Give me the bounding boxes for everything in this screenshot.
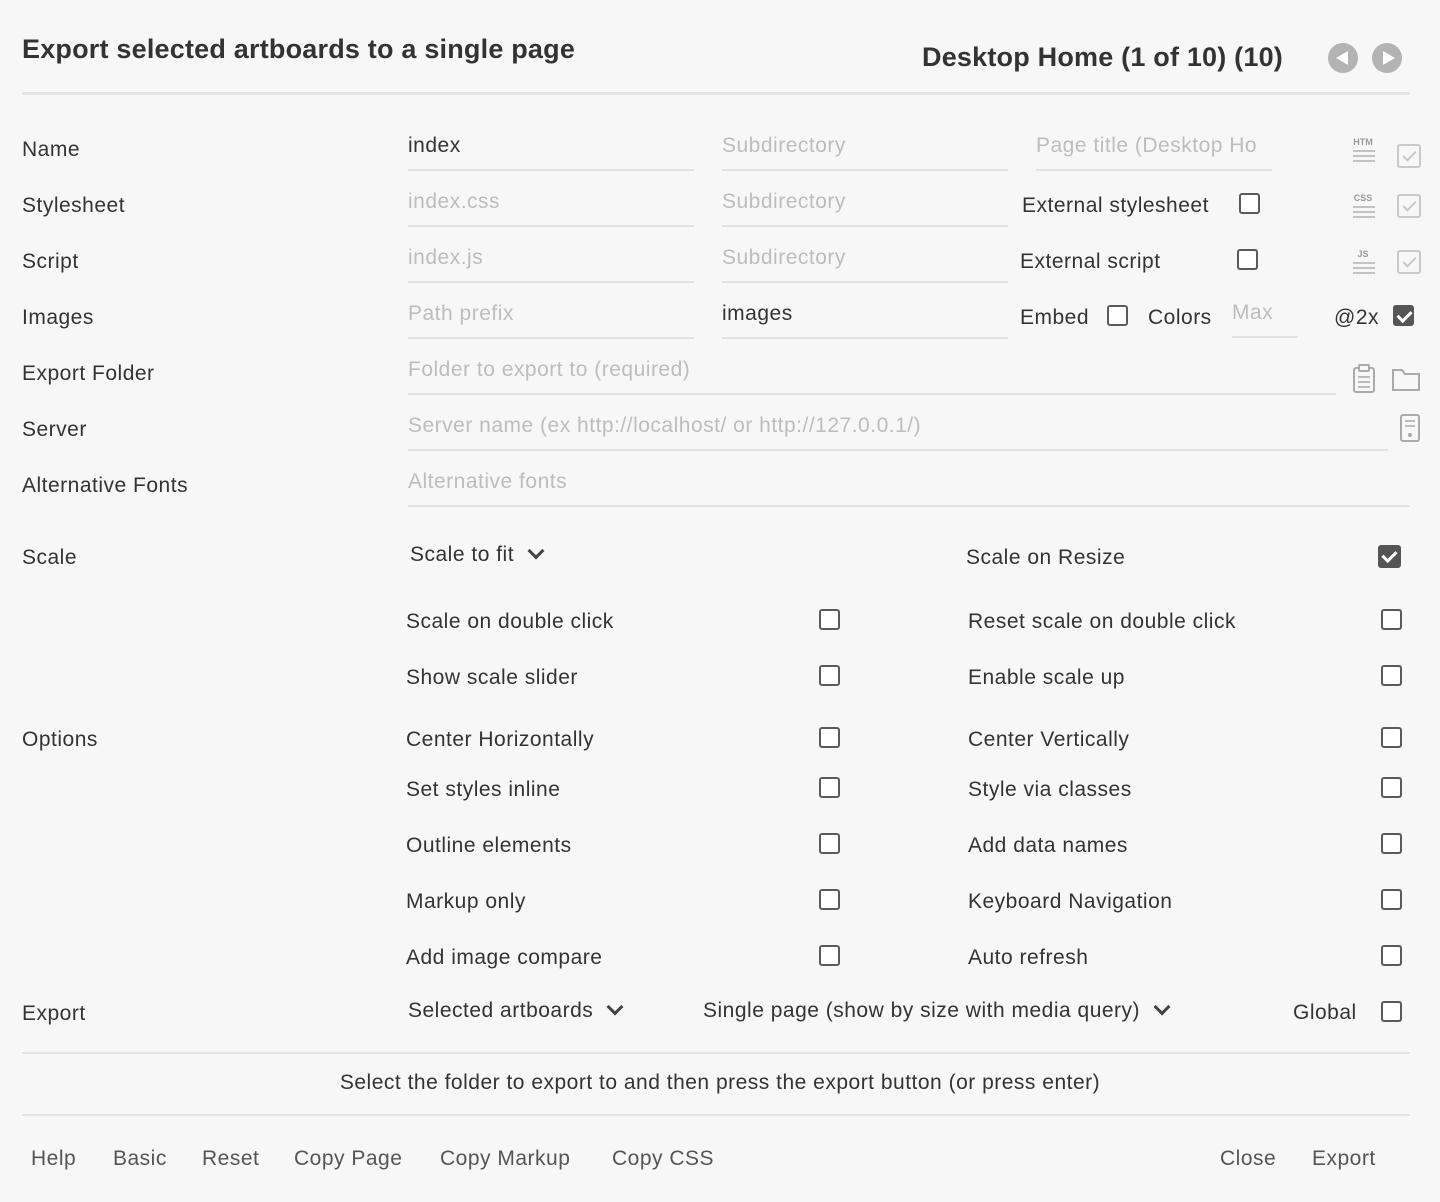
scale-mode-dropdown[interactable] [410, 543, 542, 567]
option-label: Reset scale on double click [968, 610, 1236, 633]
option-label: Markup only [406, 890, 526, 913]
close-button[interactable]: Close [1220, 1147, 1277, 1170]
embed-checkbox[interactable] [1107, 305, 1128, 326]
option-checkbox[interactable] [819, 665, 840, 686]
option-checkbox[interactable] [819, 727, 840, 748]
option-checkbox[interactable] [1381, 889, 1402, 910]
option-checkbox[interactable] [1381, 727, 1402, 748]
css-subdirectory-input[interactable]: Subdirectory [722, 187, 1008, 227]
option-checkbox[interactable] [1381, 945, 1402, 966]
option-checkbox[interactable] [819, 945, 840, 966]
max-colors-input[interactable]: Max [1232, 298, 1298, 338]
status-divider-top [22, 1052, 1410, 1054]
html-export-checkbox[interactable] [1397, 144, 1421, 168]
html-file-icon: HTM [1350, 137, 1376, 167]
external-script-label: External script [1020, 250, 1161, 273]
folder-icon[interactable] [1391, 366, 1421, 392]
option-checkbox[interactable] [1381, 665, 1402, 686]
option-label: Center Horizontally [406, 728, 595, 751]
export-label: Export [22, 1002, 86, 1025]
header-divider [22, 92, 1410, 95]
external-stylesheet-label: External stylesheet [1022, 194, 1209, 217]
chevron-down-icon [1154, 999, 1171, 1016]
basic-button[interactable]: Basic [113, 1147, 167, 1170]
option-checkbox[interactable] [819, 777, 840, 798]
copy-page-button[interactable]: Copy Page [294, 1147, 403, 1170]
export-mode-dropdown[interactable] [703, 999, 1168, 1023]
artboard-label: Desktop Home (1 of 10) (10) [922, 42, 1283, 72]
export-folder-input[interactable]: Folder to export to (required) [408, 355, 1336, 395]
retina-label: @2x [1334, 306, 1379, 329]
external-script-checkbox[interactable] [1237, 249, 1258, 270]
js-export-checkbox[interactable] [1397, 250, 1421, 274]
option-checkbox[interactable] [819, 609, 840, 630]
option-label: Show scale slider [406, 666, 578, 689]
option-label: Style via classes [968, 778, 1132, 801]
external-stylesheet-checkbox[interactable] [1239, 193, 1260, 214]
name-label: Name [22, 138, 81, 161]
css-export-checkbox[interactable] [1397, 194, 1421, 218]
scale-on-resize-label: Scale on Resize [966, 546, 1126, 569]
html-subdirectory-input[interactable]: Subdirectory [722, 131, 1008, 171]
css-file-icon: CSS [1350, 193, 1376, 223]
script-input[interactable]: index.js [408, 243, 694, 283]
image-path-prefix-input[interactable]: Path prefix [408, 299, 694, 339]
option-checkbox[interactable] [1381, 609, 1402, 630]
option-label: Add data names [968, 834, 1128, 857]
global-label: Global [1293, 1001, 1357, 1024]
option-checkbox[interactable] [819, 889, 840, 910]
dialog-title: Export selected artboards to a single page [22, 34, 576, 64]
option-checkbox[interactable] [1381, 833, 1402, 854]
page-title-input[interactable]: Page title (Desktop Ho [1036, 131, 1272, 171]
reset-button[interactable]: Reset [202, 1147, 260, 1170]
clipboard-icon[interactable] [1351, 364, 1377, 394]
option-label: Auto refresh [968, 946, 1089, 969]
stylesheet-input[interactable]: index.css [408, 187, 694, 227]
next-artboard-icon[interactable] [1372, 43, 1402, 73]
copy-css-button[interactable]: Copy CSS [612, 1147, 715, 1170]
scale-label: Scale [22, 546, 78, 569]
option-label: Keyboard Navigation [968, 890, 1173, 913]
global-checkbox[interactable] [1381, 1001, 1402, 1022]
server-input[interactable]: Server name (ex http://localhost/ or http://127.0.0.1/) [408, 411, 1388, 451]
images-label: Images [22, 306, 94, 329]
js-file-icon: JS [1350, 249, 1376, 279]
export-artboards-value: Selected artboards [408, 999, 594, 1022]
option-checkbox[interactable] [1381, 777, 1402, 798]
colors-label: Colors [1148, 306, 1212, 329]
export-mode-value: Single page (show by size with media query) [703, 999, 1141, 1022]
alt-fonts-label: Alternative Fonts [22, 474, 189, 497]
option-label: Scale on double click [406, 610, 614, 633]
status-divider-bottom [22, 1114, 1410, 1116]
export-artboards-dropdown[interactable] [408, 999, 621, 1023]
server-label: Server [22, 418, 87, 441]
name-input[interactable]: index [408, 131, 694, 171]
status-message: Select the folder to export to and then press the export button (or press enter) [339, 1071, 1101, 1094]
option-label: Set styles inline [406, 778, 561, 801]
script-label: Script [22, 250, 79, 273]
scale-on-resize-checkbox[interactable] [1378, 545, 1401, 568]
scale-mode-value: Scale to fit [410, 543, 515, 566]
alt-fonts-input[interactable]: Alternative fonts [408, 467, 1410, 507]
previous-artboard-icon[interactable] [1328, 43, 1358, 73]
retina-2x-checkbox[interactable] [1393, 305, 1414, 326]
stylesheet-label: Stylesheet [22, 194, 126, 217]
option-label: Center Vertically [968, 728, 1130, 751]
chevron-down-icon [607, 999, 624, 1016]
copy-markup-button[interactable]: Copy Markup [440, 1147, 571, 1170]
option-checkbox[interactable] [819, 833, 840, 854]
export-folder-label: Export Folder [22, 362, 155, 385]
option-label: Add image compare [406, 946, 603, 969]
js-subdirectory-input[interactable]: Subdirectory [722, 243, 1008, 283]
help-button[interactable]: Help [31, 1147, 77, 1170]
options-label: Options [22, 728, 98, 751]
option-label: Enable scale up [968, 666, 1125, 689]
server-icon[interactable] [1399, 413, 1421, 443]
embed-label: Embed [1020, 306, 1090, 329]
images-folder-input[interactable]: images [722, 299, 1008, 339]
chevron-down-icon [528, 543, 545, 560]
export-button[interactable]: Export [1312, 1147, 1376, 1170]
option-label: Outline elements [406, 834, 572, 857]
